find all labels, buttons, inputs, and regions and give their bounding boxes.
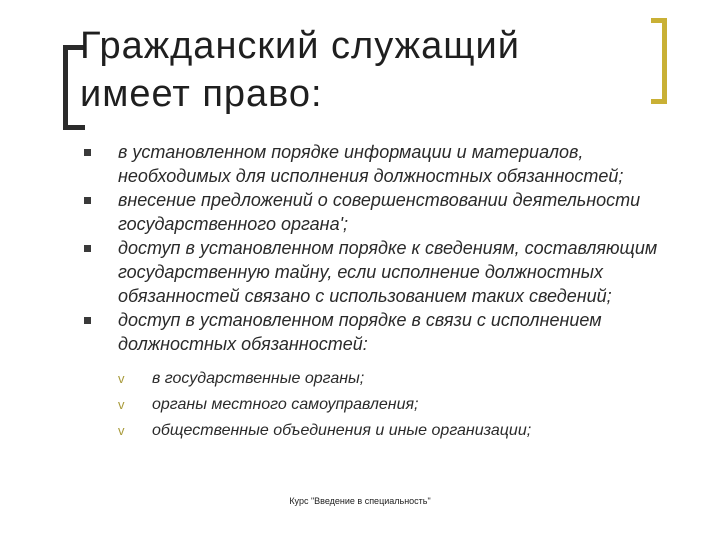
bullet-item xyxy=(82,308,682,444)
bullet-text: доступ в установленном порядке в связи с исполнением должностных обязанностей: xyxy=(118,310,602,354)
right-bracket-decoration xyxy=(651,18,667,104)
title-line-2: имеет право: xyxy=(80,73,323,115)
square-bullet-icon xyxy=(84,317,91,324)
bullet-list xyxy=(82,140,682,444)
sub-bullet-item xyxy=(118,418,682,444)
slide-title xyxy=(80,22,520,118)
square-bullet-icon xyxy=(84,149,91,156)
checkmark-bullet-icon: v xyxy=(118,423,125,438)
bullet-item xyxy=(82,140,682,188)
bullet-item xyxy=(82,236,682,308)
sub-bullet-text: органы местного самоуправления; xyxy=(152,396,419,413)
checkmark-bullet-icon: v xyxy=(118,397,125,412)
bullet-item xyxy=(82,188,682,236)
square-bullet-icon xyxy=(84,245,91,252)
checkmark-bullet-icon: v xyxy=(118,371,125,386)
sub-bullet-item xyxy=(118,366,682,392)
sub-bullet-text: в государственные органы; xyxy=(152,370,365,387)
bullet-text: внесение предложений о совершенствовании деятельности государственного органа'; xyxy=(118,190,641,234)
sub-bullet-item xyxy=(118,392,682,418)
bullet-text: доступ в установленном порядке к сведениям, составляющим государственную тайну, если исполнение должностных обязанностей связано с использованием таких сведений; xyxy=(118,238,658,306)
sub-bullet-text: общественные объединения и иные организации; xyxy=(152,422,532,439)
bullet-text: в установленном порядке информации и материалов, необходимых для исполнения должностных обязанностей; xyxy=(118,142,624,186)
sub-bullet-list xyxy=(118,366,682,444)
course-footer: Курс "Введение в специальность" xyxy=(289,496,431,506)
title-line-1: Гражданский служащий xyxy=(80,25,520,67)
square-bullet-icon xyxy=(84,197,91,204)
